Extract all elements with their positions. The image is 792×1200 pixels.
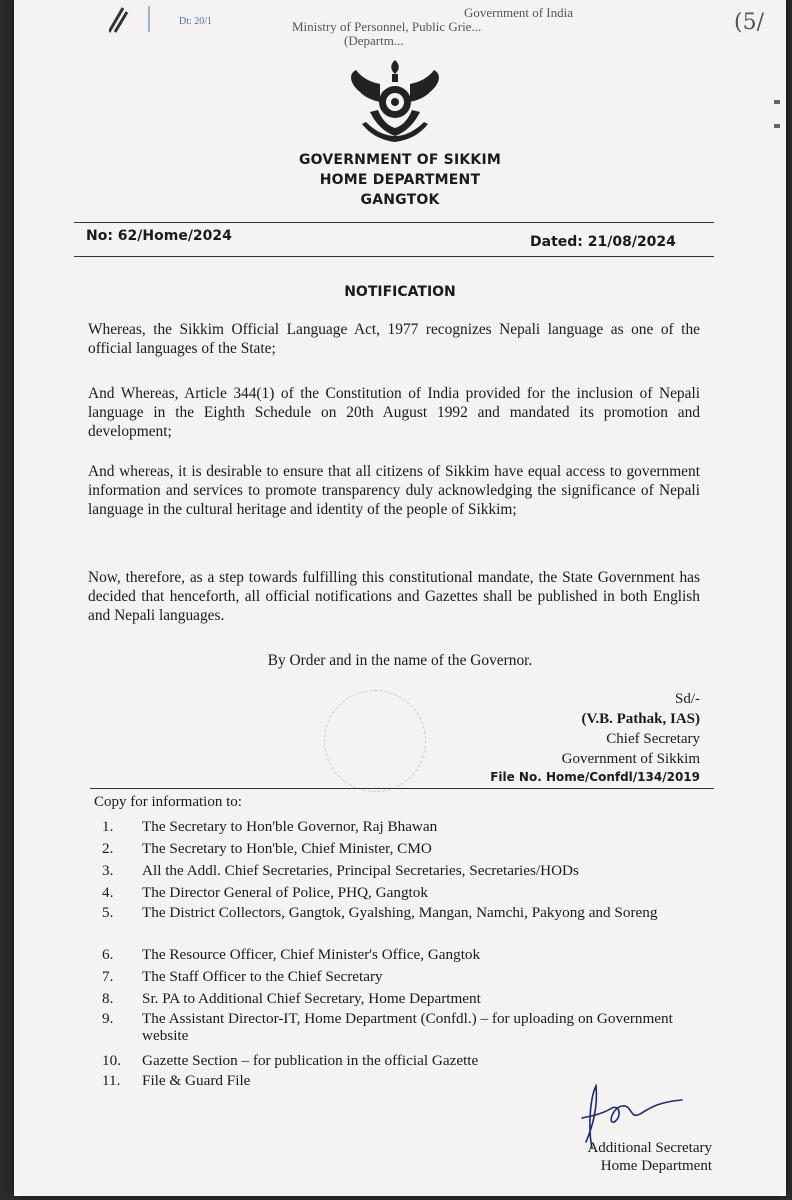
list-item-number: 10. [102, 1052, 121, 1069]
bottom-sign-line-2: Home Department [600, 1158, 712, 1174]
list-item-text: File & Guard File [142, 1072, 251, 1089]
file-number: File No. Home/Confdl/134/2019 [490, 770, 700, 784]
list-item-text: All the Addl. Chief Secretaries, Principal Secretaries, Secretaries/HODs [142, 862, 579, 879]
paragraph-1: Whereas, the Sikkim Official Language Act, 1977 recognizes Nepali language as one of the official languages of the State; [88, 321, 700, 357]
reference-date: Dated: 21/08/2024 [530, 234, 676, 250]
paragraph-2: And Whereas, Article 344(1) of the Constitution of India provided for the inclusion of Nepali language in the Eighth Schedule on 20th August 1992 and mandated its promotion and development; [88, 385, 700, 440]
sikkim-emblem-icon [340, 54, 450, 150]
bottom-sign-line-1: Additional Secretary [587, 1140, 712, 1156]
document-page [14, 0, 786, 1196]
list-item-text: Gazette Section – for publication in the official Gazette [142, 1052, 479, 1069]
office-seal-mark [324, 690, 426, 792]
list-item-text: The Resource Officer, Chief Minister's Office, Gangtok [142, 946, 481, 963]
list-item-text: The Staff Officer to the Chief Secretary [142, 968, 383, 985]
bleed-line-2: Ministry of Personnel, Public Grie... [292, 19, 482, 34]
list-item-text: The Secretary to Hon'ble, Chief Minister, CMO [142, 840, 432, 857]
list-item-number: 6. [102, 946, 114, 963]
received-stamp [109, 2, 259, 36]
list-item-number: 1. [102, 818, 114, 835]
paragraph-3: And whereas, it is desirable to ensure that all citizens of Sikkim have equal access to government information and services to promote transparency duly acknowledging the significance of Nepali language in the cultural heritage and identity of the people of Sikkim; [88, 463, 700, 518]
list-item-number: 5. [102, 904, 114, 921]
signatory-org: Government of Sikkim [561, 751, 700, 767]
paragraph-4: Now, therefore, as a step towards fulfilling this constitutional mandate, the State Government has decided that henceforth, all official notifications and Gazettes shall be published in both English and Nepali languages. [88, 569, 700, 624]
list-item-text: The Assistant Director-IT, Home Department (Confdl.) – for uploading on Government website [142, 1010, 673, 1044]
list-item-text: The Secretary to Hon'ble Governor, Raj Bhawan [142, 818, 438, 835]
list-item-text: The Director General of Police, PHQ, Gangtok [142, 884, 428, 901]
list-item-number: 7. [102, 968, 114, 985]
stamp-date: Dt: 20/1 [179, 16, 213, 27]
header-line-2: HOME DEPARTMENT [319, 172, 481, 188]
header-rule-bottom [74, 256, 714, 257]
header-line-1: GOVERNMENT OF SIKKIM [298, 152, 502, 168]
signatory-designation: Chief Secretary [606, 731, 700, 747]
list-item-text: The District Collectors, Gangtok, Gyalshing, Mangan, Namchi, Pakyong and Soreng [142, 904, 658, 921]
reference-number: No: 62/Home/2024 [86, 228, 232, 244]
signatory-sd: Sd/- [674, 691, 700, 707]
corner-mark: (5/ [734, 10, 764, 35]
margin-mark [774, 100, 780, 104]
list-item-number: 2. [102, 840, 114, 857]
list-item-number: 9. [102, 1010, 114, 1027]
margin-mark [774, 124, 780, 128]
header-line-3: GANGTOK [360, 192, 440, 208]
list-item-number: 3. [102, 862, 114, 879]
list-item-number: 4. [102, 884, 114, 901]
order-line: By Order and in the name of the Governor. [267, 652, 533, 669]
signatory-name: (V.B. Pathak, IAS) [581, 711, 700, 727]
header-rule-top [74, 222, 714, 223]
notification-title: NOTIFICATION [344, 284, 456, 300]
bleed-line-3: (Departm... [344, 33, 404, 48]
list-item-number: 8. [102, 990, 114, 1007]
bleed-line-1: Government of India [464, 5, 574, 20]
copy-rule [90, 788, 714, 789]
list-item-number: 11. [102, 1072, 121, 1089]
copy-heading: Copy for information to: [94, 794, 242, 810]
list-item-text: Sr. PA to Additional Chief Secretary, Home Department [142, 990, 481, 1007]
